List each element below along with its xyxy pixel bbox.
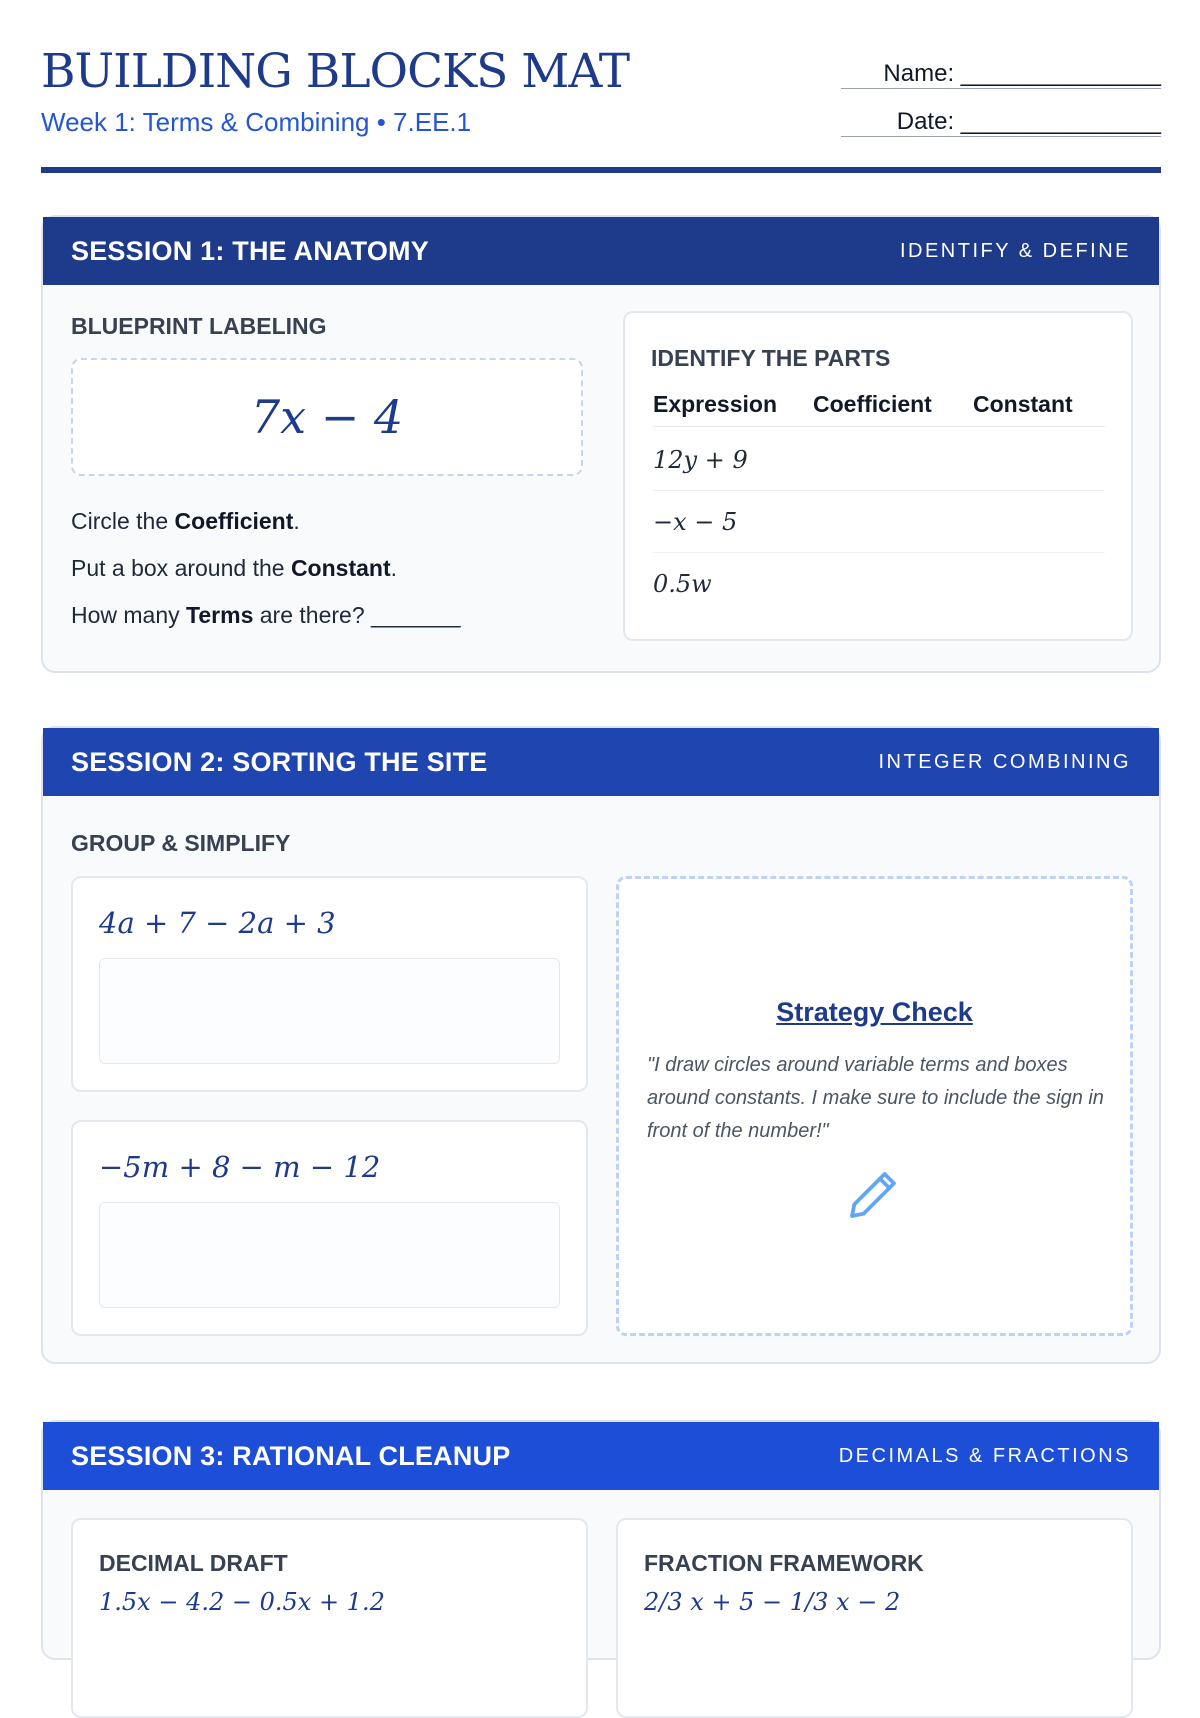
row-expression: 12y + 9: [653, 445, 748, 474]
column-header-expression: Expression: [653, 391, 777, 417]
session-3-header: [43, 1422, 1159, 1490]
answer-box[interactable]: [99, 1202, 560, 1308]
answer-box[interactable]: [99, 958, 560, 1064]
row-expression: −x − 5: [653, 507, 738, 536]
column-header-coefficient: Coefficient: [813, 391, 932, 417]
fraction-framework-title: FRACTION FRAMEWORK: [644, 1550, 924, 1576]
instruction-box: Put a box around the Constant.: [71, 555, 397, 581]
group-simplify-label: GROUP & SIMPLIFY: [71, 830, 291, 856]
session-1-tag: IDENTIFY & DEFINE: [899, 239, 1131, 262]
problem-expression: −5m + 8 − m − 12: [99, 1150, 381, 1184]
session-2-tag: INTEGER COMBINING: [878, 750, 1131, 773]
session-3-tag: DECIMALS & FRACTIONS: [838, 1444, 1131, 1467]
session-3-card: [41, 1420, 1161, 1660]
table-row[interactable]: [653, 491, 1105, 553]
row-expression: 0.5w: [653, 570, 712, 598]
fraction-framework-card: [616, 1518, 1133, 1718]
strategy-check-card: [616, 876, 1133, 1336]
header-divider: [41, 167, 1161, 173]
session-3-title: SESSION 3: RATIONAL CLEANUP: [71, 1440, 511, 1471]
worksheet-header: [41, 44, 1161, 174]
session-2-header: [43, 728, 1159, 796]
problem-expression: 4a + 7 − 2a + 3: [99, 906, 336, 940]
date-field[interactable]: Date: _______________: [841, 107, 1161, 137]
strategy-check-title: Strategy Check: [776, 997, 973, 1027]
instruction-terms[interactable]: How many Terms are there? _______: [71, 602, 461, 628]
session-1-card: [41, 215, 1161, 673]
column-header-constant: Constant: [973, 391, 1073, 417]
session-1-header: [43, 217, 1159, 285]
problem-card: [71, 876, 588, 1092]
parts-table-header: [653, 391, 1105, 427]
session-2-title: SESSION 2: SORTING THE SITE: [71, 746, 488, 777]
strategy-quote: "I draw circles around variable terms and boxes around constants. I make sure to include the sign in front of the number!": [647, 1054, 1104, 1142]
decimal-draft-title: DECIMAL DRAFT: [99, 1550, 288, 1576]
fraction-expression: 2/3 x + 5 − 1/3 x − 2: [644, 1588, 901, 1616]
table-row[interactable]: [653, 429, 1105, 491]
instruction-circle: Circle the Coefficient.: [71, 508, 300, 534]
session-2-card: [41, 726, 1161, 1364]
blueprint-label: BLUEPRINT LABELING: [71, 313, 327, 339]
table-row[interactable]: [653, 553, 1105, 615]
decimal-draft-card: [71, 1518, 588, 1718]
page-title: BUILDING BLOCKS MAT: [41, 44, 630, 99]
decimal-expression: 1.5x − 4.2 − 0.5x + 1.2: [99, 1588, 385, 1616]
identify-parts-card: [623, 311, 1133, 641]
problem-card: [71, 1120, 588, 1336]
blueprint-expression: 7x − 4: [250, 390, 404, 444]
session-1-title: SESSION 1: THE ANATOMY: [71, 235, 429, 266]
name-field[interactable]: Name: _______________: [841, 59, 1161, 89]
identify-parts-title: IDENTIFY THE PARTS: [651, 345, 891, 371]
page-subtitle: Week 1: Terms & Combining • 7.EE.1: [41, 107, 472, 137]
blueprint-expression-box[interactable]: [71, 358, 583, 476]
pencil-icon: [845, 1167, 901, 1223]
